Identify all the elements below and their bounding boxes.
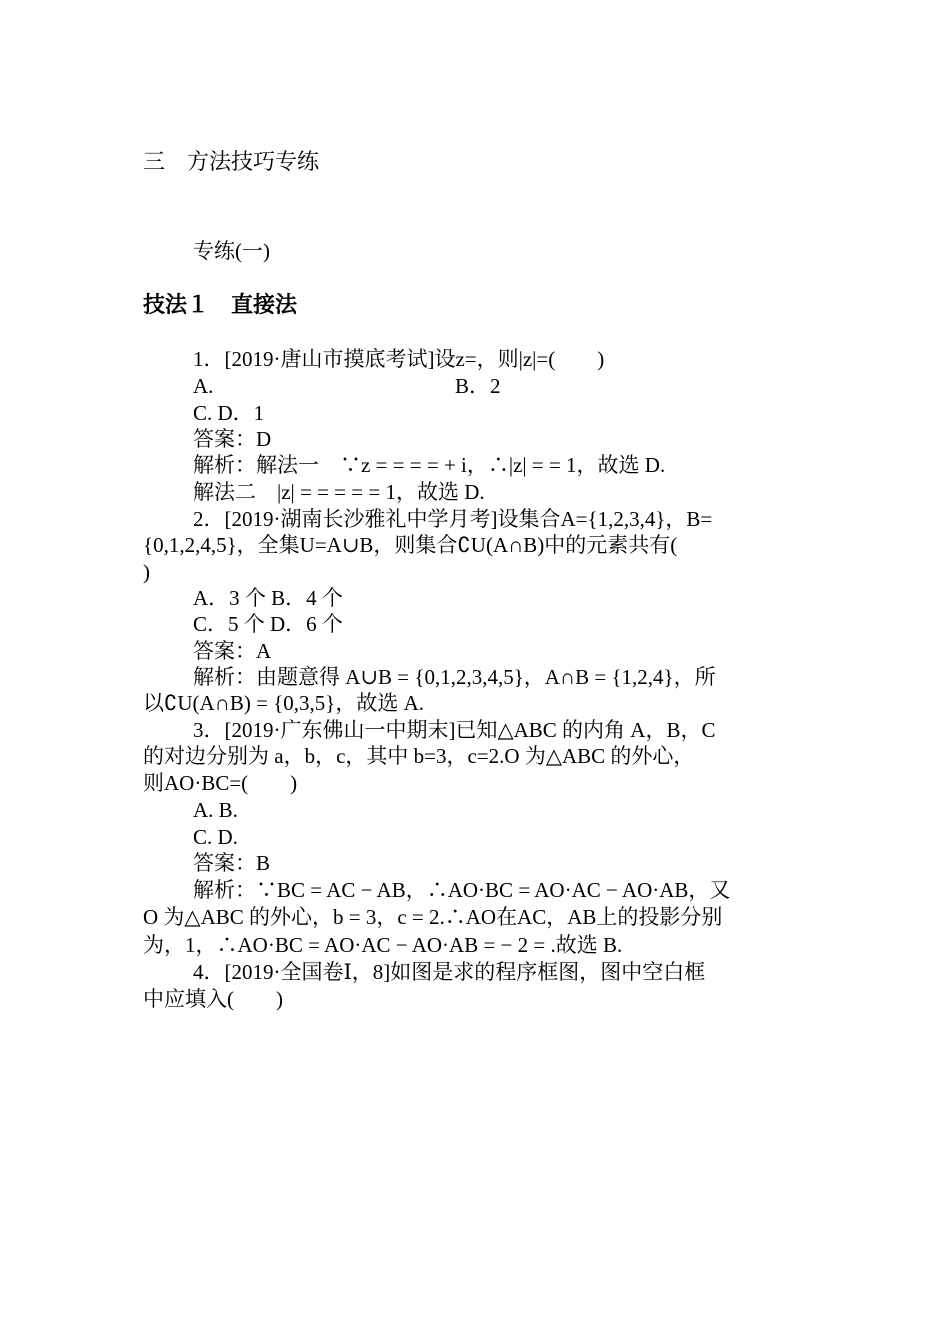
q3-options-ab: A. B. bbox=[193, 798, 238, 822]
q1-option-a: A. bbox=[193, 374, 214, 398]
q2-options-cd: C．5 个 D．6 个 bbox=[193, 612, 343, 636]
q2-analysis-2: 以∁U(A∩B) = {0,3,5}，故选 A. bbox=[143, 691, 425, 715]
section-title: 三 方法技巧专练 bbox=[143, 150, 320, 175]
q3-stem-2: 的对边分别为 a，b，c，其中 b=3，c=2.O 为△ABC 的外心， bbox=[143, 744, 695, 768]
q1-option-b: B．2 bbox=[455, 374, 501, 398]
q1-options-cd: C. D．1 bbox=[193, 401, 265, 425]
q3-analysis-2: O 为△ABC 的外心，b = 3，c = 2.∴AO在AC，AB上的投影分别 bbox=[143, 905, 723, 929]
q4-stem-2: 中应填入( ) bbox=[143, 987, 283, 1011]
q3-stem-1: 3．[2019·广东佛山一中期末]已知△ABC 的内角 A，B，C bbox=[193, 718, 716, 742]
q3-stem-3: 则AO·BC=( ) bbox=[143, 771, 298, 795]
q1-analysis-1: 解析：解法一 ∵z = = = = + i，∴|z| = = 1，故选 D. bbox=[193, 453, 666, 477]
q2-stem-3: ) bbox=[143, 560, 150, 584]
q3-options-cd: C. D. bbox=[193, 825, 238, 849]
q2-analysis-1: 解析：由题意得 A∪B = {0,1,2,3,4,5}，A∩B = {1,2,4}，所 bbox=[193, 665, 716, 689]
subsection-title: 专练(一) bbox=[193, 239, 270, 263]
q1-stem: 1．[2019·唐山市摸底考试]设z=，则|z|=( ) bbox=[193, 347, 605, 371]
q2-stem-2: {0,1,2,4,5}，全集U=A∪B，则集合∁U(A∩B)中的元素共有( bbox=[143, 533, 678, 557]
q4-stem-1: 4．[2019·全国卷Ⅰ，8]如图是求的程序框图，图中空白框 bbox=[193, 960, 706, 984]
q1-answer: 答案：D bbox=[193, 427, 272, 451]
q2-stem-1: 2．[2019·湖南长沙雅礼中学月考]设集合A={1,2,3,4}，B= bbox=[193, 507, 713, 531]
q3-analysis-1: 解析：∵BC = AC − AB，∴AO·BC = AO·AC − AO·AB，又 bbox=[193, 878, 731, 902]
technique-heading: 技法１ 直接法 bbox=[143, 293, 298, 318]
q2-options-ab: A．3 个 B．4 个 bbox=[193, 586, 343, 610]
q3-analysis-3: 为，1，∴AO·BC = AO·AC − AO·AB = − 2 = .故选 B. bbox=[143, 933, 623, 957]
q2-answer: 答案：A bbox=[193, 639, 272, 663]
q3-answer: 答案：B bbox=[193, 851, 271, 875]
q1-analysis-2: 解法二 |z| = = = = = 1，故选 D. bbox=[193, 480, 485, 504]
